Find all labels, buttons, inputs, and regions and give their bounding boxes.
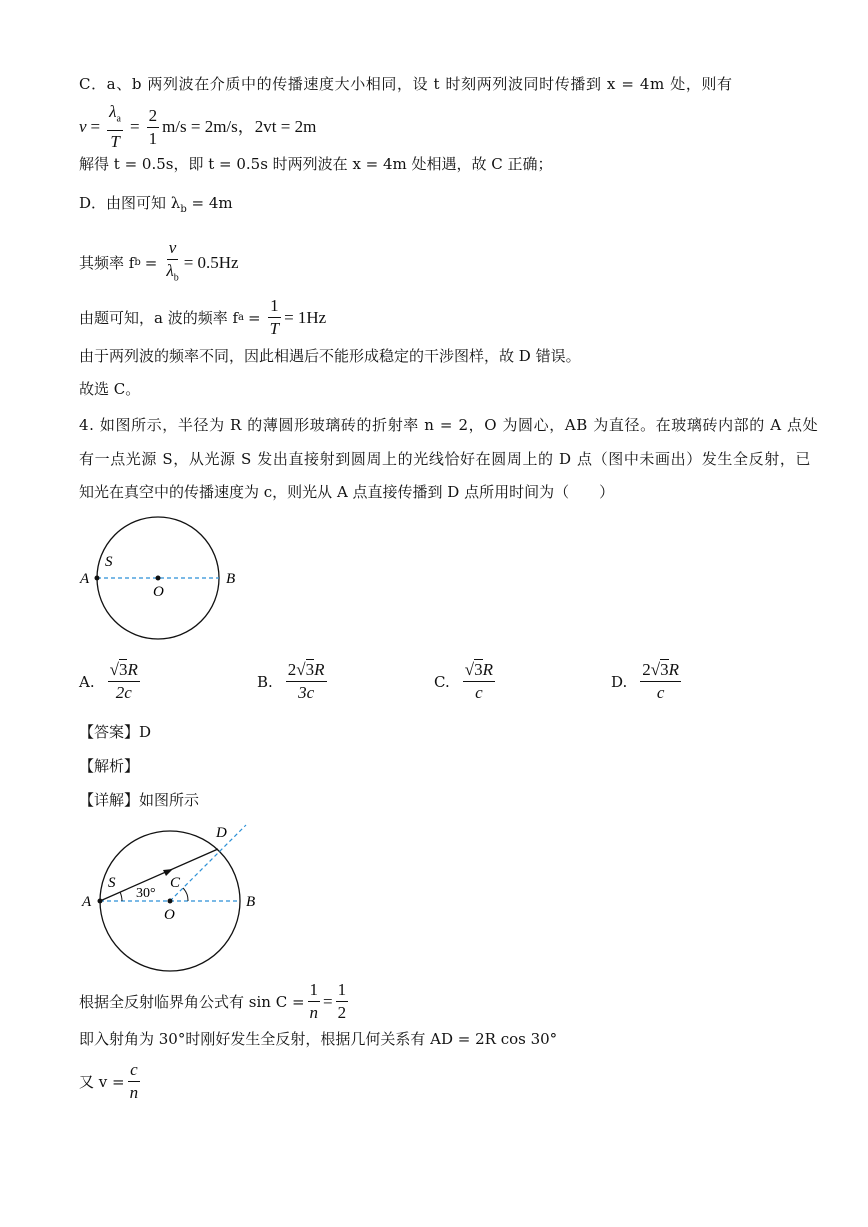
eq-rest: m/s = 2m/s，2vt = 2m [162, 117, 317, 137]
part-d-select: 故选 C。 [79, 380, 141, 398]
answer-label-c: C [170, 875, 181, 891]
angle-arc-o [183, 888, 188, 901]
label-s: S [105, 554, 113, 570]
ray-ad [100, 849, 218, 901]
answer-label-d: D [216, 825, 227, 841]
part-d-conclusion: 由于两列波的频率不同，因此相遇后不能形成稳定的干涉图样，故 D 错误。 [79, 347, 581, 365]
point-a [95, 576, 100, 581]
answer-label-a: A [82, 894, 92, 910]
q4-figure [70, 508, 250, 648]
analysis-label: 【解析】 [79, 757, 140, 775]
choice-a[interactable]: A. $\frac{√3R}{2c}$ [79, 660, 138, 702]
choice-c[interactable]: C. $\frac{√3R}{c}$ [434, 660, 493, 702]
answer-label-s: S [108, 875, 116, 891]
point-o [156, 576, 161, 581]
q4-line1: 4. 如图所示，半径为 R 的薄圆形玻璃砖的折射率 n = 2，O 为圆心，AB 为直径。在玻璃砖内部的 A 点处 [79, 416, 819, 434]
eq-frac-2-1: $\frac{2}{1}$ [148, 105, 158, 148]
freq-a-frac: $\frac{1}{T}$ [269, 296, 280, 338]
label-a: A [80, 571, 90, 587]
incidence-line: 即入射角为 30°时刚好发生全反射，根据几何关系有 AD = 2R cos 30° [79, 1030, 558, 1048]
choice-d[interactable]: D. $\frac{2√3R}{c}$ [611, 660, 679, 702]
part-c-equation: v = $\frac{\lambda_a}{T}$ = $\frac{2}{1}$ m/s = 2m/s，2vt = 2m [79, 102, 317, 152]
part-d-freq-a: 由题可知，a 波的频率 f a = $\frac{1}{T}$ = 1Hz [79, 296, 327, 338]
angle-arc-a [120, 892, 122, 901]
answer-label-b: B [246, 894, 256, 910]
answer-label-o: O [164, 907, 175, 923]
freq-b-frac: $\frac{v}{\lambda_b}$ [166, 238, 179, 284]
normal-od [170, 825, 246, 901]
answer-label: 【答案】D [79, 723, 152, 741]
part-d-freq-b: 其频率 f b = $\frac{v}{\lambda_b}$ = 0.5Hz [79, 238, 239, 288]
eq-v: v [79, 117, 87, 137]
answer-point-o [168, 899, 173, 904]
answer-label-angle: 30° [136, 886, 156, 901]
q4-line2: 有一点光源 S，从光源 S 发出直接射到圆周上的光线恰好在圆周上的 D 点（图中未画出）发生全反射，已 [79, 450, 812, 468]
detail-label: 【详解】如图所示 [79, 791, 200, 809]
label-b: B [226, 571, 236, 587]
label-o: O [153, 584, 164, 600]
critical-angle-formula: 根据全反射临界角公式有 sin C = $\frac{1}{n}$ = $\frac{1}{2}$ [79, 980, 347, 1022]
choice-b[interactable]: B. $\frac{2√3R}{3c}$ [257, 660, 325, 702]
answer-point-a [98, 899, 103, 904]
part-d-line1: D．由图可知 $\lambda_b = 4m$ [79, 194, 233, 215]
part-c-line1: C．a、b 两列波在介质中的传播速度大小相同，设 t 时刻两列波同时传播到 x = 4m 处，则有 [79, 75, 733, 93]
part-c-line3: 解得 t = 0.5s，即 t = 0.5s 时两列波在 x = 4m 处相遇，故 C 正确； [79, 155, 553, 173]
answer-figure [70, 815, 280, 975]
q4-line3: 知光在真空中的传播速度为 c，则光从 A 点直接传播到 D 点所用时间为（ ） [79, 483, 615, 501]
eq-frac-lambda-T: $\frac{\lambda_a}{T}$ [109, 102, 121, 152]
speed-formula: 又 v = $\frac{c}{n}$ [79, 1060, 139, 1102]
